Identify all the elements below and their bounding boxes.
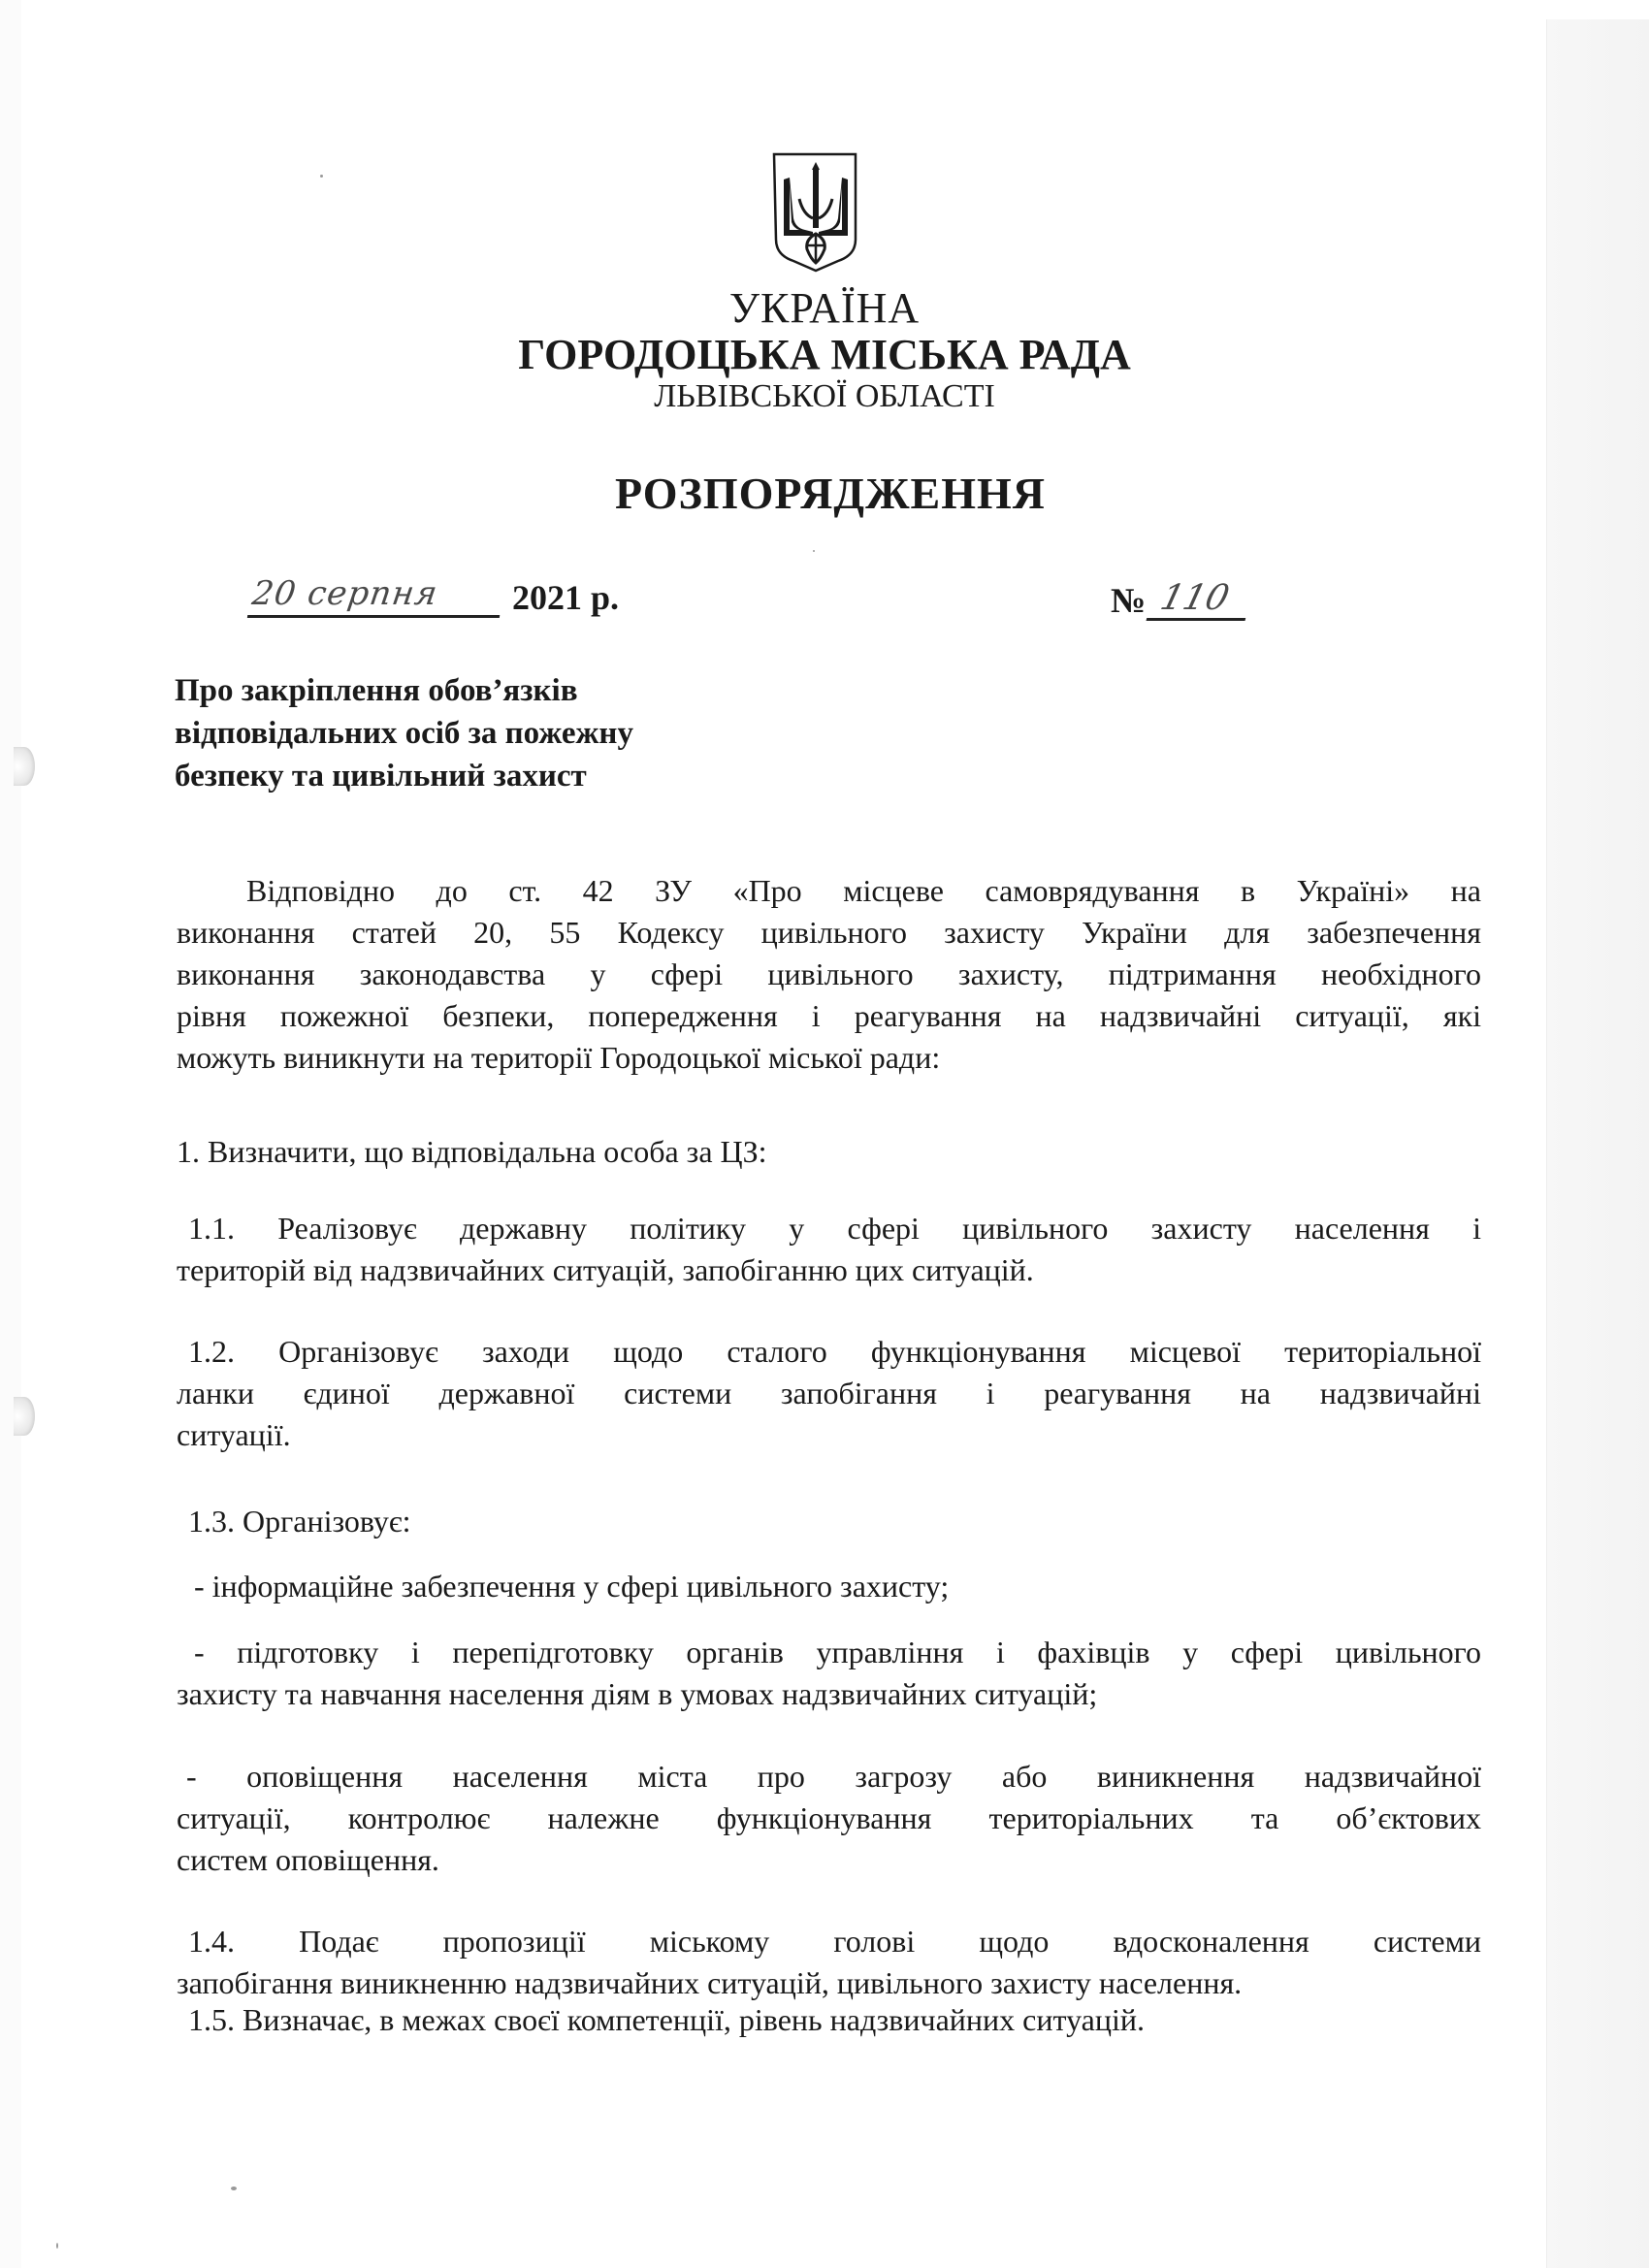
trident-coat-of-arms-icon bbox=[770, 150, 861, 276]
subject-line: безпеку та цивільний захист bbox=[175, 759, 587, 794]
binding-hole-mark bbox=[14, 1397, 35, 1436]
text-line: 1. Визначити, що відповідальна особа за ЦЗ: bbox=[177, 1134, 767, 1169]
text-line: Відповідно до ст. 42 ЗУ «Про місцеве самоврядування в Україні» на bbox=[246, 873, 1481, 908]
handwritten-date: 20 серпня bbox=[247, 574, 505, 618]
text-line: 1.5. Визначає, в межах своєї компетенції, рівень надзвичайних ситуацій. bbox=[188, 2002, 1145, 2037]
text-line: ситуації, контролює належне функціонування територіальних та об’єктових bbox=[177, 1800, 1481, 1835]
scan-speck bbox=[813, 550, 815, 552]
item-1-3 bbox=[177, 1501, 1481, 1542]
subject-line: Про закріплення обов’язків bbox=[175, 673, 578, 708]
text-line: - оповіщення населення міста про загрозу або виникнення надзвичайної bbox=[186, 1759, 1481, 1794]
scan-speck bbox=[320, 175, 323, 178]
scan-speck bbox=[231, 2187, 237, 2190]
document-date bbox=[250, 574, 619, 618]
text-line: рівня пожежної безпеки, попередження і реагування на надзвичайні ситуації, які bbox=[177, 998, 1481, 1033]
header-country: УКРАЇНА bbox=[728, 284, 921, 332]
preamble-paragraph bbox=[177, 870, 1481, 1079]
item-1-3-bullet-a bbox=[177, 1566, 1481, 1607]
text-line: виконання законодавства у сфері цивільного захисту, підтримання необхідного bbox=[177, 956, 1481, 991]
item-1-4 bbox=[177, 1921, 1481, 2004]
text-line: систем оповіщення. bbox=[177, 1842, 439, 1877]
date-year: 2021 р. bbox=[512, 578, 620, 617]
text-line: виконання статей 20, 55 Кодексу цивільного захисту України для забезпечення bbox=[177, 915, 1481, 950]
binding-hole-mark bbox=[14, 747, 35, 786]
item-1-1 bbox=[177, 1208, 1481, 1291]
scan-speck bbox=[56, 2243, 58, 2249]
text-line: захисту та навчання населення діям в умовах надзвичайних ситуацій; bbox=[177, 1676, 1098, 1711]
subject-line: відповідальних осіб за пожежну bbox=[175, 716, 633, 751]
item-1-3-bullet-c bbox=[177, 1756, 1481, 1881]
handwritten-number: 110 bbox=[1147, 578, 1256, 621]
header-region: ЛЬВІВСЬКОЇ ОБЛАСТІ bbox=[654, 378, 995, 414]
text-line: ситуації. bbox=[177, 1417, 291, 1452]
text-line: можуть виникнути на території Городоцької міської ради: bbox=[177, 1040, 941, 1075]
item-1-3-bullet-b bbox=[177, 1632, 1481, 1715]
number-sign: № bbox=[1111, 581, 1147, 620]
text-line: 1.1. Реалізовує державну політику у сфері цивільного захисту населення і bbox=[188, 1211, 1481, 1246]
item-1-5 bbox=[177, 1999, 1481, 2041]
text-line: 1.3. Організовує: bbox=[188, 1504, 411, 1539]
text-line: - підготовку і перепідготовку органів управління і фахівців у сфері цивільного bbox=[194, 1635, 1481, 1669]
text-line: територій від надзвичайних ситуацій, запобіганню цих ситуацій. bbox=[177, 1252, 1034, 1287]
text-line: 1.4. Подає пропозиції міському голові щодо вдосконалення системи bbox=[188, 1924, 1481, 1959]
item-1 bbox=[177, 1131, 1481, 1173]
document-type-title: РОЗПОРЯДЖЕННЯ bbox=[614, 469, 1047, 518]
text-line: ланки єдиної державної системи запобігання і реагування на надзвичайні bbox=[177, 1376, 1481, 1410]
document-number bbox=[1111, 578, 1250, 621]
text-line: 1.2. Організовує заходи щодо сталого функціонування місцевої територіальної bbox=[188, 1334, 1481, 1369]
text-line: запобігання виникненню надзвичайних ситуацій, цивільного захисту населення. bbox=[177, 1965, 1243, 2000]
document-subject bbox=[175, 669, 633, 797]
header-council-name: ГОРОДОЦЬКА МІСЬКА РАДА bbox=[518, 331, 1131, 378]
item-1-2 bbox=[177, 1331, 1481, 1456]
text-line: - інформаційне забезпечення у сфері цивільного захисту; bbox=[194, 1569, 950, 1604]
